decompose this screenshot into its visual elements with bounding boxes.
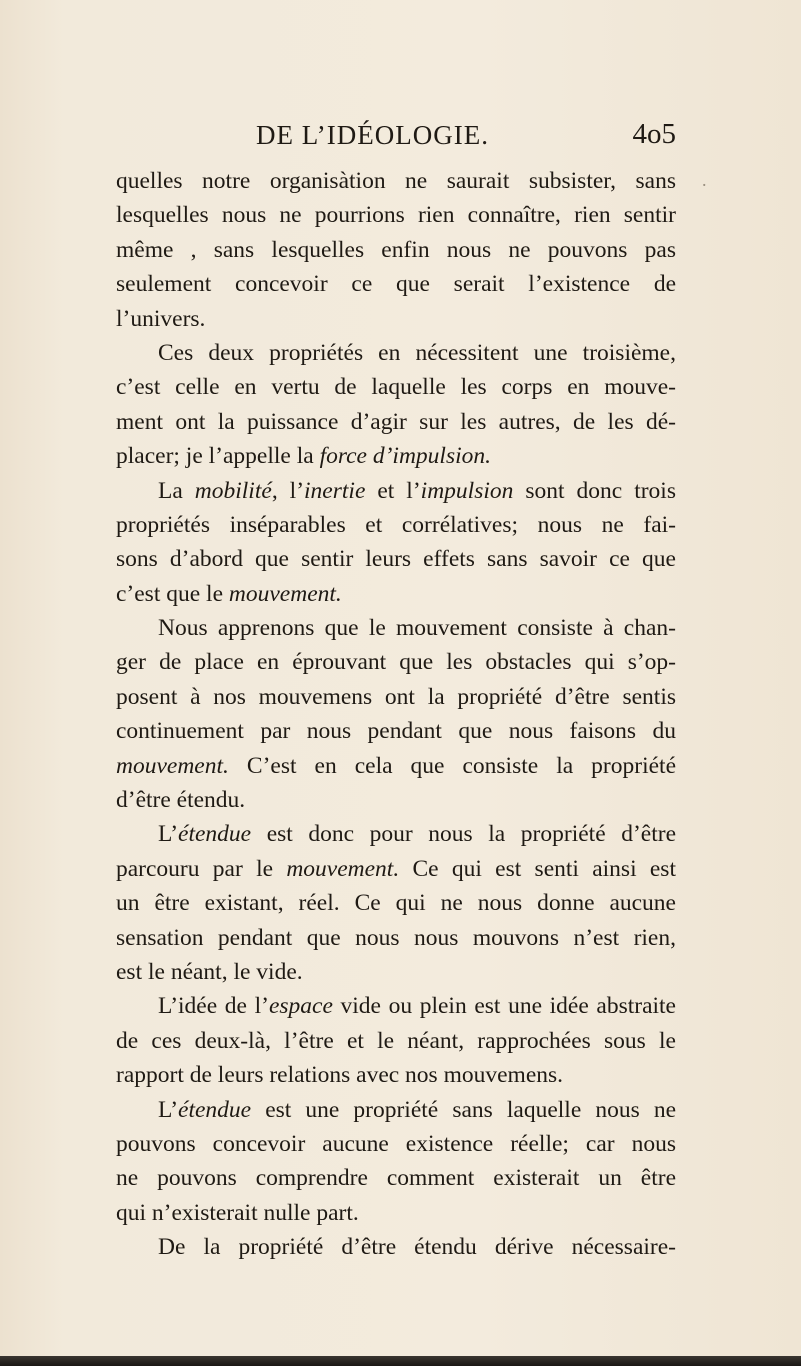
text-line: posent à nos mouvemens ont la propriété d’être sentis — [116, 683, 676, 710]
text-line: placer; je l’appelle la force d’impulsion. — [116, 443, 492, 470]
text-line: lesquelles nous ne pourrions rien connaître, rien sentir — [116, 202, 676, 229]
text-line: d’être étendu. — [116, 787, 246, 814]
text-line: qui n’existerait nulle part. — [116, 1199, 359, 1226]
text-line: Nous apprenons que le mouvement consiste à chan- — [158, 615, 676, 642]
text-line: parcouru par le mouvement. Ce qui est senti ainsi est — [116, 855, 676, 882]
text-line: même , sans lesquelles enfin nous ne pouvons pas — [116, 236, 676, 263]
text-line: De la propriété d’être étendu dérive nécessaire- — [158, 1234, 676, 1261]
running-head — [256, 120, 676, 152]
text-line: seulement concevoir ce que serait l’existence de — [116, 271, 676, 298]
text-line: c’est celle en vertu de laquelle les corps en mouve- — [116, 374, 676, 401]
page-number: 4o5 — [632, 118, 676, 150]
running-title: DE L’IDÉOLOGIE. — [256, 120, 489, 150]
text-line: L’étendue est donc pour nous la propriété d’être — [158, 821, 676, 848]
text-line: de ces deux-là, l’être et le néant, rapprochées sous le — [116, 1027, 676, 1054]
text-line: ne pouvons comprendre comment existerait un être — [116, 1165, 676, 1192]
text-line: est le néant, le vide. — [116, 958, 303, 985]
text-line: rapport de leurs relations avec nos mouvemens. — [116, 1062, 564, 1089]
text-line: L’étendue est une propriété sans laquelle nous ne — [158, 1096, 676, 1123]
text-line: c’est que le mouvement. — [116, 580, 342, 607]
text-line: pouvons concevoir aucune existence réelle; car nous — [116, 1130, 676, 1157]
text-line: sons d’abord que sentir leurs effets sans savoir ce que — [116, 546, 676, 573]
text-line: propriétés inséparables et corrélatives; nous ne fai- — [116, 511, 676, 538]
page-bottom-edge — [0, 1356, 801, 1366]
text-line: continuement par nous pendant que nous faisons du — [116, 718, 676, 745]
text-line: sensation pendant que nous nous mouvons n’est rien, — [116, 924, 676, 951]
text-line: mouvement. C’est en cela que consiste la propriété — [116, 752, 676, 779]
text-line: ger de place en éprouvant que les obstacles qui s’op- — [116, 649, 676, 676]
text-line: ment ont la puissance d’agir sur les autres, de les dé- — [116, 408, 676, 435]
text-line: l’univers. — [116, 305, 206, 332]
text-line: quelles notre organisàtion ne saurait subsister, sans — [116, 168, 676, 194]
margin-speck: . — [702, 170, 707, 190]
body-text — [116, 164, 676, 1265]
text-line: Ces deux propriétés en nécessitent une troisième, — [158, 339, 676, 366]
text-line: L’idée de l’espace vide ou plein est une idée abstraite — [158, 993, 676, 1020]
text-line: un être existant, réel. Ce qui ne nous donne aucune — [116, 890, 676, 917]
text-line: La mobilité, l’inertie et l’impulsion sont donc trois — [158, 477, 676, 504]
